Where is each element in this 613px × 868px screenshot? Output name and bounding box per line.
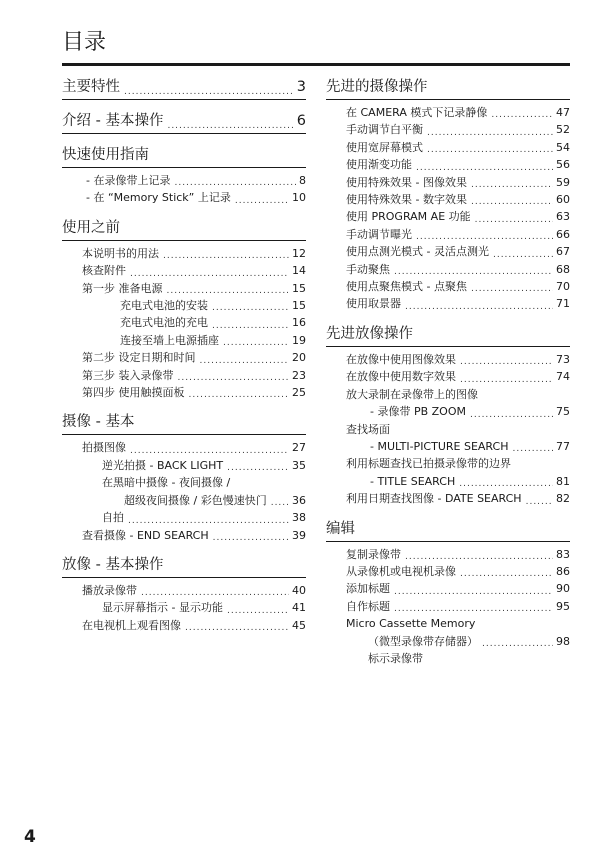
toc-entry-text: Micro Cassette Memory xyxy=(346,617,476,631)
leader-dots xyxy=(460,568,553,580)
leader-dots xyxy=(459,478,553,490)
section-heading-text: 使用之前 xyxy=(62,219,120,236)
toc-entry-page-number: 47 xyxy=(556,106,570,119)
section-heading[interactable] xyxy=(62,76,306,100)
toc-entry-text: 本说明书的用法 xyxy=(82,246,159,260)
title-rule xyxy=(62,63,570,66)
toc-entry-text: - 在录像带上记录 xyxy=(86,174,171,187)
toc-entry[interactable] xyxy=(62,527,306,544)
section-heading[interactable] xyxy=(62,217,306,241)
toc-entry[interactable] xyxy=(326,633,570,650)
toc-entry-text: 第三步 装入录像带 xyxy=(82,368,174,382)
section-heading[interactable] xyxy=(62,144,306,168)
toc-entry[interactable] xyxy=(326,386,570,403)
toc-entry-page-number: 16 xyxy=(292,316,306,330)
toc-entry[interactable] xyxy=(326,174,570,191)
leader-dots xyxy=(427,127,553,139)
toc-right-column xyxy=(326,76,570,677)
toc-entry-page-number: 20 xyxy=(292,351,306,365)
leader-dots xyxy=(200,355,290,367)
toc-entry-text: 利用标题查找已拍摄录像带的边界 xyxy=(346,457,511,471)
toc-entry-text: 使用特殊效果 - 数字效果 xyxy=(346,193,467,207)
leader-dots xyxy=(471,283,553,295)
toc-entry-page-number: 27 xyxy=(292,441,306,455)
leader-dots xyxy=(212,302,289,314)
toc-entry-text: 手动聚焦 xyxy=(346,262,390,276)
toc-entry[interactable] xyxy=(326,421,570,438)
section-page-number: 3 xyxy=(296,79,306,95)
leader-dots xyxy=(475,214,553,226)
toc-entry-page-number: 67 xyxy=(556,245,570,259)
toc-entry[interactable] xyxy=(326,104,570,121)
leader-dots xyxy=(178,372,290,384)
toc-entry-page-number: 73 xyxy=(556,352,570,366)
toc-entry-page-number: 83 xyxy=(556,547,570,561)
toc-entry[interactable] xyxy=(326,226,570,243)
toc-entry-page-number: 63 xyxy=(556,210,570,224)
toc-entry-page-number: 60 xyxy=(556,193,570,207)
leader-dots xyxy=(130,445,289,457)
toc-entry[interactable] xyxy=(326,191,570,208)
toc-entry-text: 手动调节白平衡 xyxy=(346,123,423,137)
section-heading[interactable] xyxy=(62,411,306,435)
toc-entry-page-number: 41 xyxy=(292,601,306,615)
toc-entry-text: （微型录像带存储器） xyxy=(368,634,478,648)
toc-entry[interactable] xyxy=(62,280,306,297)
toc-entry-page-number: 52 xyxy=(556,123,570,137)
toc-entry-page-number: 19 xyxy=(292,333,306,347)
leader-dots xyxy=(460,374,553,386)
section-heading[interactable] xyxy=(326,323,570,347)
toc-entry-page-number: 56 xyxy=(556,158,570,172)
toc-entry[interactable] xyxy=(62,262,306,279)
toc-section xyxy=(326,518,570,668)
leader-dots xyxy=(189,389,290,401)
leader-dots xyxy=(167,285,290,297)
toc-entry-text: 显示屏幕指示 - 显示功能 xyxy=(102,601,223,615)
leader-dots xyxy=(130,268,289,280)
leader-dots xyxy=(227,605,289,617)
toc-entry-text: 使用 PROGRAM AE 功能 xyxy=(346,210,471,224)
leader-dots xyxy=(227,462,289,474)
leader-dots xyxy=(416,162,553,174)
leader-dots xyxy=(271,497,289,509)
toc-entry[interactable] xyxy=(62,582,306,599)
leader-dots xyxy=(416,231,553,243)
toc-entry-page-number: 59 xyxy=(556,175,570,189)
leader-dots xyxy=(493,249,553,261)
toc-left-column xyxy=(62,76,306,644)
toc-entry-page-number: 66 xyxy=(556,227,570,241)
toc-entry[interactable] xyxy=(326,351,570,368)
section-heading-text: 摄像 - 基本 xyxy=(62,414,135,431)
toc-entry-page-number: 70 xyxy=(556,280,570,294)
toc-entry-text: 充电式电池的充电 xyxy=(120,316,208,330)
toc-entry-page-number: 71 xyxy=(556,297,570,311)
section-page-number: 6 xyxy=(296,113,306,129)
toc-entry[interactable] xyxy=(326,243,570,260)
toc-entry[interactable] xyxy=(62,457,306,474)
toc-entry[interactable] xyxy=(326,295,570,312)
toc-entry-text: 使用点测光模式 - 灵活点测光 xyxy=(346,245,489,259)
section-heading-text: 先进的摄像操作 xyxy=(326,79,428,95)
toc-entry-text: 连接至墙上电源插座 xyxy=(120,333,219,347)
toc-entry-text: 使用取景器 xyxy=(346,297,401,311)
toc-entry-text: 自拍 xyxy=(102,511,124,525)
toc-entry-text: 第一步 准备电源 xyxy=(82,281,163,295)
toc-section xyxy=(326,76,570,313)
leader-dots xyxy=(460,356,553,368)
toc-entry-page-number: 38 xyxy=(292,511,306,525)
toc-entry-page-number: 90 xyxy=(556,582,570,596)
toc-entry-text: 在电视机上观看图像 xyxy=(82,618,181,632)
toc-entry[interactable] xyxy=(326,261,570,278)
toc-section xyxy=(62,554,306,634)
section-heading-text: 介绍 - 基本操作 xyxy=(62,113,164,129)
section-heading[interactable] xyxy=(326,76,570,100)
toc-entry-text: 播放录像带 xyxy=(82,583,137,597)
toc-entry[interactable] xyxy=(326,438,570,455)
toc-entry-text: - MULTI-PICTURE SEARCH xyxy=(370,439,509,453)
toc-entry-page-number: 81 xyxy=(556,474,570,488)
toc-entry-page-number: 95 xyxy=(556,599,570,613)
toc-entry-page-number: 15 xyxy=(292,281,306,295)
page-title: 目录 xyxy=(62,30,107,55)
leader-dots xyxy=(482,638,553,650)
toc-entry[interactable] xyxy=(326,139,570,156)
toc-entry-page-number: 8 xyxy=(299,174,306,187)
toc-entry[interactable] xyxy=(62,297,306,314)
leader-dots xyxy=(405,301,553,313)
leader-dots xyxy=(213,532,289,544)
leader-dots xyxy=(124,86,294,98)
toc-entry[interactable] xyxy=(62,245,306,262)
toc-entry-page-number: 82 xyxy=(556,492,570,506)
toc-entry-page-number: 45 xyxy=(292,618,306,632)
toc-entry-text: 复制录像带 xyxy=(346,547,401,561)
toc-entry-text: 第四步 使用触摸面板 xyxy=(82,386,185,400)
toc-entry-text: 从录像机或电视机录像 xyxy=(346,564,456,578)
toc-entry-page-number: 12 xyxy=(292,246,306,260)
toc-entry[interactable] xyxy=(326,403,570,420)
toc-entry-page-number: 35 xyxy=(292,458,306,472)
section-heading[interactable] xyxy=(62,110,306,134)
page-number: 4 xyxy=(24,827,36,847)
toc-entry-text: 标示录像带 xyxy=(368,651,423,665)
toc-entry[interactable] xyxy=(326,121,570,138)
toc-entry-text: 充电式电池的安装 xyxy=(120,299,208,313)
toc-entry-page-number: 77 xyxy=(556,439,570,453)
toc-entry[interactable] xyxy=(326,580,570,597)
section-heading-text: 先进放像操作 xyxy=(326,325,413,342)
leader-dots xyxy=(141,587,289,599)
toc-entry[interactable] xyxy=(62,172,306,189)
toc-entry-page-number: 68 xyxy=(556,262,570,276)
toc-entry[interactable] xyxy=(326,615,570,632)
leader-dots xyxy=(427,144,553,156)
section-heading-text: 放像 - 基本操作 xyxy=(62,556,164,573)
toc-entry-page-number: 54 xyxy=(556,140,570,154)
toc-entry-page-number: 25 xyxy=(292,386,306,400)
toc-section xyxy=(62,411,306,543)
toc-entry[interactable] xyxy=(326,546,570,563)
toc-entry-text: - TITLE SEARCH xyxy=(370,474,456,488)
leader-dots xyxy=(212,320,289,332)
toc-entry-text: 核查附件 xyxy=(82,264,126,278)
toc-entry[interactable] xyxy=(62,314,306,331)
leader-dots xyxy=(394,586,553,598)
leader-dots xyxy=(174,177,296,189)
section-heading-text: 主要特性 xyxy=(62,79,120,95)
leader-dots xyxy=(223,337,289,349)
toc-entry[interactable] xyxy=(326,598,570,615)
toc-section xyxy=(62,217,306,402)
toc-entry-text: 使用宽屏幕模式 xyxy=(346,140,423,154)
toc-entry-page-number: 36 xyxy=(292,493,306,507)
leader-dots xyxy=(128,515,289,527)
toc-entry-text: 使用点聚焦模式 - 点聚焦 xyxy=(346,280,467,294)
toc-entry[interactable] xyxy=(62,384,306,401)
toc-entry-page-number: 14 xyxy=(292,264,306,278)
toc-entry[interactable] xyxy=(62,599,306,616)
toc-section xyxy=(326,323,570,508)
toc-entry-text: 在放像中使用数字效果 xyxy=(346,370,456,384)
toc-entry-page-number: 23 xyxy=(292,368,306,382)
toc-entry-text: 查找场面 xyxy=(346,422,390,436)
leader-dots xyxy=(470,409,553,421)
leader-dots xyxy=(491,109,553,121)
toc-section xyxy=(62,76,306,100)
toc-entry-text: 手动调节曝光 xyxy=(346,227,412,241)
toc-section xyxy=(62,110,306,134)
leader-dots xyxy=(394,603,553,615)
section-heading[interactable] xyxy=(326,518,570,542)
leader-dots xyxy=(235,195,289,207)
leader-dots xyxy=(526,496,553,508)
toc-entry-page-number: 86 xyxy=(556,564,570,578)
toc-entry-page-number: 40 xyxy=(292,583,306,597)
toc-entry-text: 添加标题 xyxy=(346,582,390,596)
leader-dots xyxy=(471,196,553,208)
toc-entry-text: - 录像带 PB ZOOM xyxy=(370,405,466,419)
section-heading-text: 编辑 xyxy=(326,520,355,537)
toc-entry[interactable] xyxy=(326,208,570,225)
leader-dots xyxy=(163,250,289,262)
toc-entry-page-number: 39 xyxy=(292,528,306,542)
toc-entry-text: 超级夜间摄像 / 彩色慢速快门 xyxy=(124,493,267,507)
toc-entry[interactable] xyxy=(62,509,306,526)
toc-entry[interactable] xyxy=(326,455,570,472)
toc-entry-text: 使用特殊效果 - 图像效果 xyxy=(346,175,467,189)
toc-entry-text: 在黑暗中摄像 - 夜间摄像 / xyxy=(102,476,231,490)
leader-dots xyxy=(512,443,553,455)
leader-dots xyxy=(405,551,553,563)
toc-entry-page-number: 74 xyxy=(556,370,570,384)
toc-entry[interactable] xyxy=(62,332,306,349)
toc-entry-page-number: 98 xyxy=(556,634,570,648)
toc-entry-text: 自作标题 xyxy=(346,599,390,613)
toc-entry-text: 在放像中使用图像效果 xyxy=(346,352,456,366)
toc-entry[interactable] xyxy=(62,439,306,456)
toc-entry[interactable] xyxy=(62,492,306,509)
toc-section xyxy=(62,144,306,207)
toc-entry[interactable] xyxy=(326,490,570,507)
section-heading-text: 快速使用指南 xyxy=(62,147,149,163)
toc-entry-text: - 在 “Memory Stick” 上记录 xyxy=(86,191,231,205)
toc-entry[interactable] xyxy=(326,650,570,667)
toc-entry-text: 逆光拍摄 - BACK LIGHT xyxy=(102,458,224,472)
toc-entry[interactable] xyxy=(62,189,306,206)
leader-dots xyxy=(471,179,553,191)
toc-entry-text: 利用日期查找图像 - DATE SEARCH xyxy=(346,492,522,506)
toc-entry-page-number: 75 xyxy=(556,405,570,419)
toc-entry-text: 放大录制在录像带上的图像 xyxy=(346,387,478,401)
toc-entry-text: 第二步 设定日期和时间 xyxy=(82,351,196,365)
leader-dots xyxy=(394,266,553,278)
toc-entry-page-number: 15 xyxy=(292,299,306,313)
toc-entry-text: 在 CAMERA 模式下记录静像 xyxy=(346,106,488,119)
leader-dots xyxy=(167,120,293,132)
toc-entry[interactable] xyxy=(62,367,306,384)
toc-entry[interactable] xyxy=(326,563,570,580)
toc-entry-text: 使用渐变功能 xyxy=(346,158,412,172)
toc-entry[interactable] xyxy=(326,473,570,490)
section-heading[interactable] xyxy=(62,554,306,578)
toc-entry[interactable] xyxy=(326,368,570,385)
toc-entry-text: 拍摄图像 xyxy=(82,441,126,455)
leader-dots xyxy=(185,622,289,634)
toc-entry[interactable] xyxy=(326,278,570,295)
toc-entry-text: 查看摄像 - END SEARCH xyxy=(82,528,209,542)
toc-entry[interactable] xyxy=(62,617,306,634)
toc-entry[interactable] xyxy=(326,156,570,173)
toc-entry[interactable] xyxy=(62,349,306,366)
toc-entry[interactable] xyxy=(62,474,306,491)
toc-entry-page-number: 10 xyxy=(292,191,306,205)
